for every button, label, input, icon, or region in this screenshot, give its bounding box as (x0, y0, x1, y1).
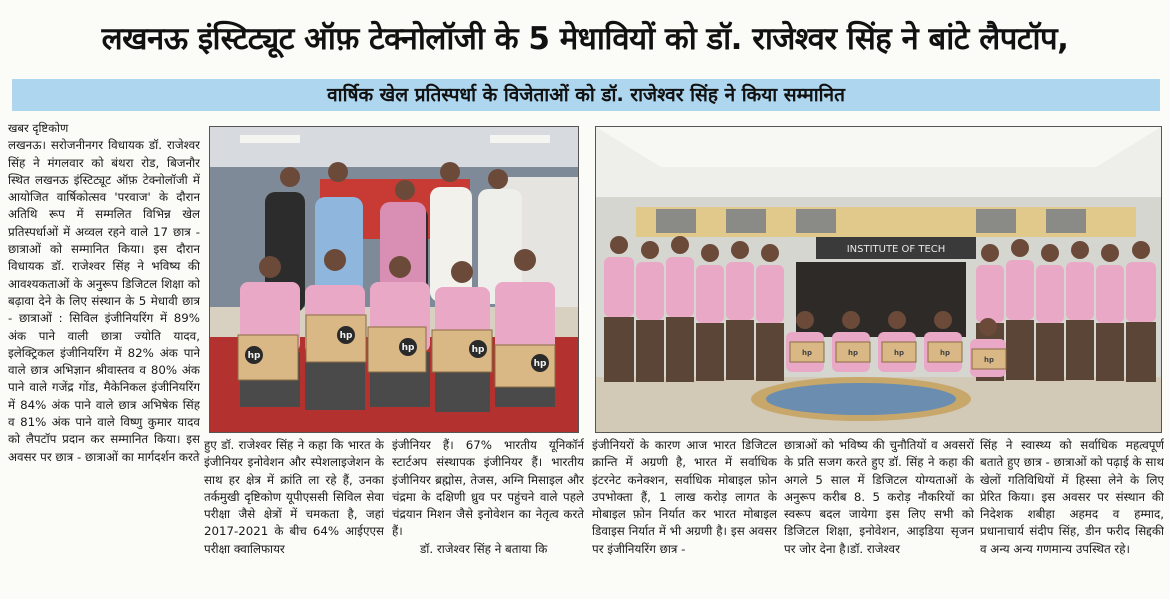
hp-logo: hp (848, 349, 858, 357)
laptop-box (306, 315, 366, 362)
hp-logo: hp (533, 359, 547, 369)
photo-scene-2 (596, 127, 1161, 432)
article-column-2: हुए डॉ. राजेश्वर सिंह ने कहा कि भारत के इंजीनियर इनोवेशन और स्पेशलाइजेशन के साथ हर क्षेत्र में क्रांति ला रहे हैं, उनका तर्कमुखी दृष्टिकोण यूपीएससी सिविल सेवा परीक्षा जैसे क्षेत्रों में चमकता है, जहां 2017-2021 के बीच 64% आईएएस परीक्षा क्वालिफायर (204, 438, 384, 556)
hp-logo: hp (894, 349, 904, 357)
hp-logo: hp (401, 343, 415, 353)
article-column-1 (8, 120, 200, 594)
hp-logo: hp (247, 351, 261, 361)
article-text: इंजीनियर हैं। 67% भारतीय यूनिकॉर्न स्टार्टअप संस्थापक इंजीनियर हैं। भारतीय इंजीनियर ब्रह्मोस, तेजस, अग्नि मिसाइल और चंद्रमा के दक्षिणी ध्रुव पर पहुंचने वाले पहले चंद्रयान मिशन जैसे इनोवेशन का नेतृत्व करते हैं। (392, 438, 584, 539)
hp-logo: hp (940, 349, 950, 357)
article-column-4: इंजीनियरों के कारण आज भारत डिजिटल क्रान्ति में अग्रणी है, भारत में सर्वाधिक इंटरनेट कनेक्शन, सर्वाधिक मोबाइल फ़ोन उपभोक्ता हैं, 1 लाख करोड़ लागत के मोबाइल फ़ोन निर्यात कर भारत मोबाइल डिवाइस निर्यात में भी अग्रणी है। इस अवसर पर इंजीनियरिंग छात्र - (592, 438, 777, 556)
article-text: लखनऊ। सरोजनीनगर विधायक डॉ. राजेश्वर सिंह ने मंगलवार को बंथरा रोड, बिजनौर स्थित लखनऊ इंस्टिट्यूट ऑफ़ टेक्नोलॉजी में आयोजित वार्षिकोत्सव 'परवाज' के दौरान अतिथि रूप में सम्मलित विभिन्न खेल प्रतिस्पर्धाओं में अव्वल रहने वाले 17 छात्र - छात्राओं को सम्मानित किया। इस दौरान विधायक डॉ. राजेश्वर सिंह ने भविष्य की आवश्यकताओं के अनुरूप डिजिटल शिक्षा को बढ़ावा देने के लिए संस्थान के 5 मेधावी छात्र - छात्राओं : सिविल इंजीनियरिंग में 89% अंक पाने वाली छात्रा ज्योति यादव, इलेक्ट्रिकल इंजीनियरिंग में 82% अंक पाने वाले छात्र अभिज्ञान श्रीवास्तव व 80% अंक पाने वाले गजेंद्र गोंड, मैकेनिकल इंजीनियरिंग में 84% अंक पाने वाले छात्र अभिषेक सिंह व 81% अंक पाने वाले विष्णु कुमार यादव को लैपटॉप प्रदान कर सम्मानित किया। इस अवसर पर छात्र - छात्राओं का मार्गदर्शन करते (8, 138, 200, 464)
article-column-6: सिंह ने स्वास्थ्य को सर्वाधिक महत्वपूर्ण बताते हुए छात्र - छात्राओं को पढ़ाई के साथ खेलों गतिविधियों में हिस्सा लेने के लिए प्रेरित किया। इस अवसर पर संस्थान की निदेशक शबीहा अहमद व हम्माद, प्रधानाचार्य संदीप सिंह, डीन फरीद सिद्दकी व अन्य अन्य गणमान्य उपस्थित रहे। (980, 438, 1164, 556)
article-column-5: छात्राओं को भविष्य की चुनौतियों व अवसरों के प्रति सजग करते हुए डॉ. सिंह ने कहा की अगले 5 साल में डिजिटल योग्यताओं के अनुरूप करीब 8. 5 करोड़ नौकरियों का स्वरूप बदल जायेगा इस लिए सभी को डिजिटल शिक्षा, इनोवेशन, आइडिया सृजन पर जोर देना है।डॉ. राजेश्वर (784, 438, 974, 556)
photo-laptop-distribution (209, 126, 579, 433)
article-column-3 (392, 437, 584, 595)
hp-logo: hp (339, 331, 353, 341)
photo-group-award-ceremony (595, 126, 1162, 433)
headline: लखनऊ इंस्टिट्यूट ऑफ़ टेक्नोलॉजी के 5 मेधावियों को डॉ. राजेश्वर सिंह ने बांटे लैपटॉप, (101, 21, 1069, 57)
institute-banner-text: INSTITUTE OF TECH (846, 244, 946, 255)
article-text: डॉ. राजेश्वर सिंह ने बताया कि (420, 541, 548, 556)
photo-scene-1 (210, 127, 578, 432)
hp-logo: hp (471, 345, 485, 355)
laptop-box (368, 327, 426, 372)
hp-logo: hp (984, 356, 994, 364)
subheadline: वार्षिक खेल प्रतिस्पर्धा के विजेताओं को डॉ. राजेश्वर सिंह ने किया सम्मानित (12, 79, 1160, 111)
byline: खबर दृष्टिकोण (8, 121, 69, 135)
hp-logo: hp (802, 349, 812, 357)
